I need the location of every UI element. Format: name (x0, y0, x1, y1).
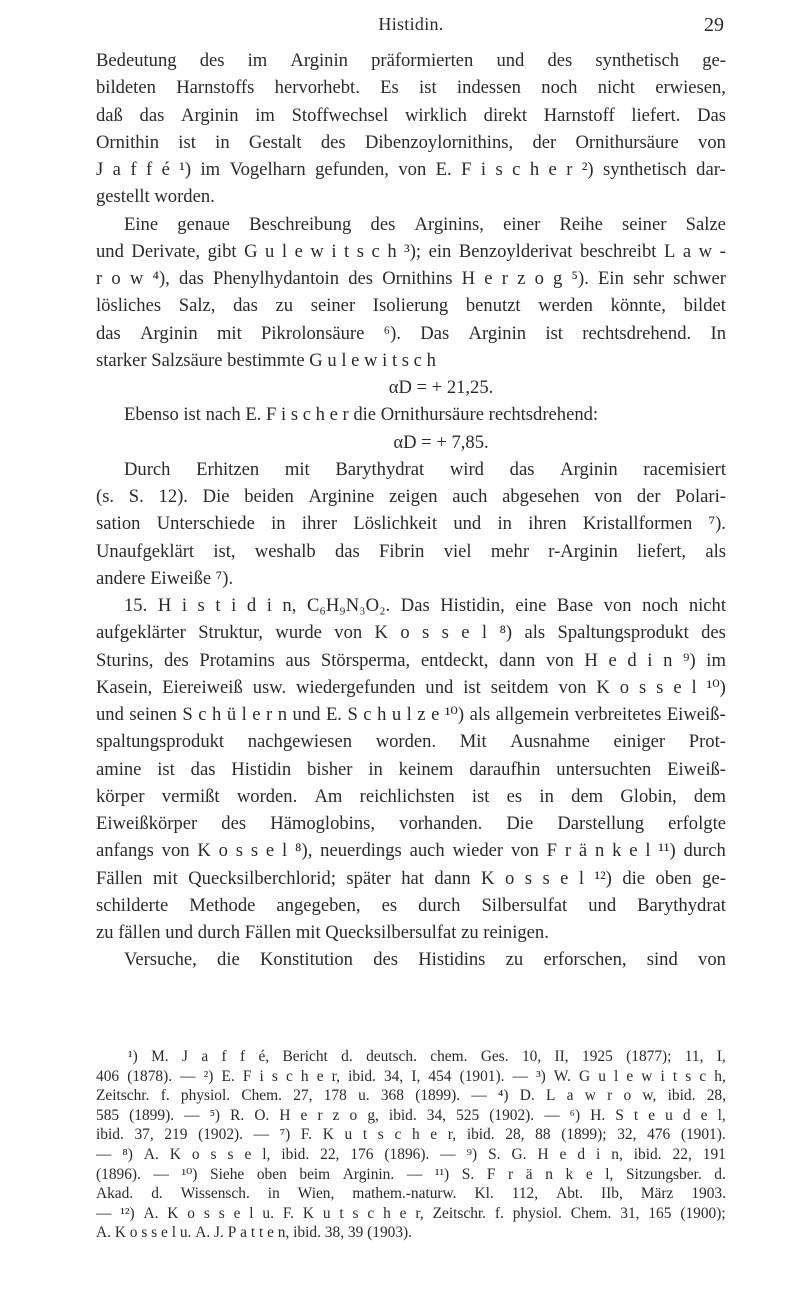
text-line: Versuche, die Konstitution des Histidins zu erforschen, sind von (124, 949, 726, 971)
text-line: αD = + 7,85. (393, 431, 489, 453)
text-line: lösliches Salz, das zu seiner Isolierung benutzt werden könnte, bildet (96, 295, 726, 317)
text-line: Unaufgeklärt ist, weshalb das Fibrin viel mehr r-Arginin liefert, als (96, 540, 726, 562)
footnote-line: 406 (1878). — ²) E. F i s c h e r, ibid. 34, I, 454 (1901). — ³) W. G u l e w i t s c h, (96, 1067, 726, 1085)
text-line: bildeten Harnstoffs hervorhebt. Es ist indessen noch nicht erwiesen, (96, 77, 726, 99)
footnote-line: Akad. d. Wissensch. in Wien, mathem.-naturw. Kl. 112, Abt. IIb, März 1903. (96, 1185, 726, 1203)
footnote-line: — ¹²) A. K o s s e l u. F. K u t s c h e r, Zeitschr. f. physiol. Chem. 31, 165 (1900); (96, 1204, 726, 1222)
text-line: amine ist das Histidin bisher in keinem daraufhin untersuchten Eiweiß- (96, 758, 726, 780)
text-line: Bedeutung des im Arginin präformierten und des synthetisch ge- (96, 50, 726, 71)
text-line: körper vermißt worden. Am reichlichsten ist es in dem Globin, dem (96, 785, 726, 807)
footnote-line: ibid. 37, 219 (1902). — ⁷) F. K u t s c h e r, ibid. 28, 88 (1899); 32, 476 (1901). (96, 1126, 726, 1144)
text-line: spaltungsprodukt nachgewiesen worden. Mit Ausnahme einiger Prot- (96, 731, 726, 753)
text-line: Sturins, des Protamins aus Störsperma, entdeckt, dann von H e d i n ⁹) im (96, 649, 726, 671)
footnote-line: A. K o s s e l u. A. J. P a t t e n, ibid. 38, 39 (1903). (96, 1224, 413, 1242)
page-number: 29 (704, 14, 724, 36)
footnote-line: ¹) M. J a f f é, Bericht d. deutsch. chem. Ges. 10, II, 1925 (1877); 11, I, (128, 1048, 726, 1065)
text-line: (s. S. 12). Die beiden Arginine zeigen auch abgesehen von der Polari- (96, 486, 726, 507)
text-line: zu fällen und durch Fällen mit Quecksilbersulfat zu reinigen. (96, 922, 549, 943)
text-line: Kasein, Eiereiweiß usw. wiedergefunden und ist seitdem von K o s s e l ¹⁰) (96, 676, 726, 698)
text-line: Fällen mit Quecksilberchlorid; später hat dann K o s s e l ¹²) die oben ge- (96, 867, 726, 889)
text-line: r o w ⁴), das Phenylhydantoin des Ornithins H e r z o g ⁵). Ein sehr schwer (96, 268, 726, 289)
running-title: Histidin. (378, 14, 444, 34)
body-text (96, 47, 726, 974)
text-line: anfangs von K o s s e l ⁸), neuerdings auch wieder von F r ä n k e l ¹¹) durch (96, 840, 726, 862)
footnote-line: Zeitschr. f. physiol. Chem. 27, 178 u. 368 (1899). — ⁴) D. L a w r o w, ibid. 28, (96, 1087, 726, 1105)
text-line: und Derivate, gibt G u l e w i t s c h ³); ein Benzoylderivat beschreibt L a w - (96, 240, 726, 262)
text-line: Ornithin ist in Gestalt des Dibenzoylornithins, der Ornithursäure von (96, 131, 726, 153)
text-line: gestellt worden. (96, 186, 215, 208)
footnote-line: (1896). — ¹⁰) Siehe oben beim Arginin. — ¹¹) S. F r ä n k e l, Sitzungsber. d. (96, 1165, 726, 1183)
text-line: daß das Arginin im Stoffwechsel wirklich direkt Harnstoff liefert. Das (96, 104, 726, 126)
text-line: starker Salzsäure bestimmte G u l e w i t s c h (96, 349, 436, 371)
text-line: 15. H i s t i d i n, C₆H₉N₃O₂. Das Histidin, eine Base von noch nicht (124, 595, 726, 616)
text-line: αD = + 21,25. (388, 377, 494, 398)
text-line: Durch Erhitzen mit Barythydrat wird das Arginin racemisiert (124, 458, 726, 480)
text-line: Eine genaue Beschreibung des Arginins, einer Reihe seiner Salze (124, 213, 726, 235)
text-line: andere Eiweiße ⁷). (96, 567, 234, 589)
page-header (96, 14, 726, 44)
text-line: Eiweißkörper des Hämoglobins, vorhanden. Die Darstellung erfolgte (96, 813, 726, 834)
text-line: und seinen S c h ü l e r n und E. S c h u l z e ¹⁰) als allgemein verbreitetes Eiweiß- (96, 704, 726, 725)
footnotes (96, 1047, 726, 1243)
footnote-line: — ⁸) A. K o s s e l, ibid. 22, 176 (1896). — ⁹) S. G. H e d i n, ibid. 22, 191 (96, 1145, 726, 1163)
text-line: aufgeklärter Struktur, wurde von K o s s e l ⁸) als Spaltungsprodukt des (96, 622, 726, 644)
text-line: Ebenso ist nach E. F i s c h e r die Ornithursäure rechtsdrehend: (124, 404, 599, 426)
text-line: schilderte Methode angegeben, es durch Silbersulfat und Barythydrat (96, 894, 726, 916)
text-line: J a f f é ¹) im Vogelharn gefunden, von E. F i s c h e r ²) synthetisch dar- (96, 159, 726, 180)
text-line: das Arginin mit Pikrolonsäure ⁶). Das Arginin ist rechtsdrehend. In (96, 322, 726, 344)
text-line: sation Unterschiede in ihrer Löslichkeit und in ihren Kristallformen ⁷). (96, 513, 726, 535)
footnote-line: 585 (1899). — ⁵) R. O. H e r z o g, ibid. 34, 525 (1902). — ⁶) H. S t e u d e l, (96, 1106, 726, 1124)
